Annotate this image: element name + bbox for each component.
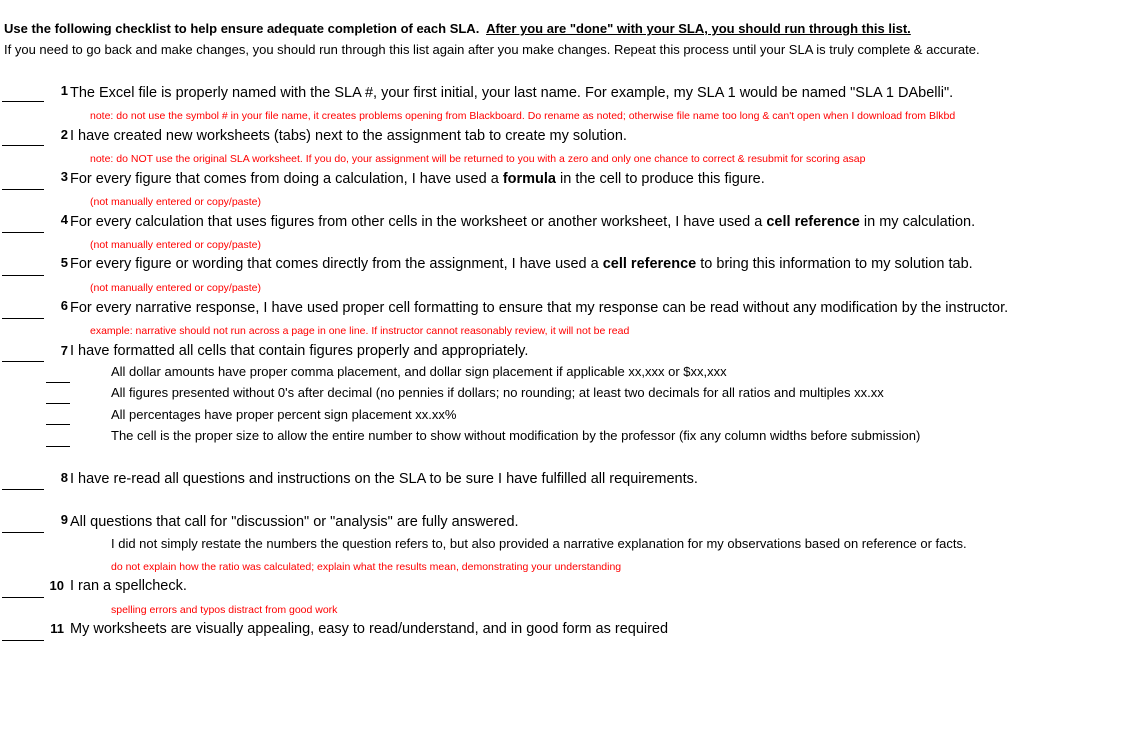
checkbox-line-9[interactable] xyxy=(2,532,44,533)
item-text: I have formatted all cells that contain figures properly and appropriately. xyxy=(70,343,529,359)
subitem-text: All dollar amounts have proper comma placement, and dollar sign placement if applicable xx,xxx or $xx,xxx xyxy=(111,364,727,379)
subcheckbox-line[interactable] xyxy=(46,446,70,447)
subcheckbox-line[interactable] xyxy=(46,382,70,383)
checkbox-line-6[interactable] xyxy=(2,318,44,319)
checkbox-line-11[interactable] xyxy=(2,640,44,641)
item-text: My worksheets are visually appealing, easy to read/understand, and in good form as required xyxy=(70,621,669,637)
checkbox-line-1[interactable] xyxy=(2,101,44,102)
item-text: I ran a spellcheck. xyxy=(70,578,187,594)
item-note: note: do NOT use the original SLA worksheet. If you do, your assignment will be returned to you with a zero and only one chance to correct & resubmit for scoring asap xyxy=(90,153,866,165)
item-number: 7 xyxy=(60,343,68,358)
subitem-text: The cell is the proper size to allow the entire number to show without modification by the professor (fix any column widths before submission) xyxy=(111,428,921,443)
item-number: 8 xyxy=(60,470,68,485)
item-text xyxy=(70,256,973,272)
instructions-heading xyxy=(4,21,911,36)
item-text: I have re-read all questions and instructions on the SLA to be sure I have fulfilled all requirements. xyxy=(70,471,698,487)
item-note: (not manually entered or copy/paste) xyxy=(90,239,262,251)
item-text: I have created new worksheets (tabs) next to the assignment tab to create my solution. xyxy=(70,128,627,144)
item-text: All questions that call for "discussion" or "analysis" are fully answered. xyxy=(70,514,519,530)
item-note: spelling errors and typos distract from good work xyxy=(111,604,338,616)
checkbox-line-7[interactable] xyxy=(2,361,44,362)
item-text-part: in my calculation. xyxy=(863,214,976,230)
item-number: 10 xyxy=(49,578,64,593)
item-text-part: For every figure or wording that comes directly from the assignment, I have used a xyxy=(70,256,599,272)
item-note: (not manually entered or copy/paste) xyxy=(90,196,262,208)
item-text: For every narrative response, I have used proper cell formatting to ensure that my response can be read without any modification by the instructor. xyxy=(70,300,1009,316)
item-note: (not manually entered or copy/paste) xyxy=(90,282,262,294)
item-number: 5 xyxy=(60,255,68,270)
checkbox-line-10[interactable] xyxy=(2,597,44,598)
item-note: note: do not use the symbol # in your file name, it creates problems opening from Blackboard. Do rename as noted; otherwise file name too long & can't open when I download from Blkbd xyxy=(90,110,956,122)
checkbox-line-8[interactable] xyxy=(2,489,44,490)
item-text xyxy=(70,171,765,187)
item-number: 11 xyxy=(50,621,64,636)
checkbox-line-2[interactable] xyxy=(2,145,44,146)
item-number: 6 xyxy=(60,298,68,313)
item-text-part: in the cell to produce this figure. xyxy=(560,171,765,187)
item-text-bold: formula xyxy=(502,171,556,187)
item-number: 2 xyxy=(60,127,68,142)
item-text-part: For every calculation that uses figures from other cells in the worksheet or another worksheet, I have used a xyxy=(70,214,763,230)
subcheckbox-line[interactable] xyxy=(46,424,70,425)
item-number: 1 xyxy=(60,83,68,98)
heading-bold-text: Use the following checklist to help ensure adequate completion of each SLA. xyxy=(4,21,480,36)
item-text-bold: cell reference xyxy=(766,214,860,230)
item-text-part: to bring this information to my solution tab. xyxy=(700,256,973,272)
checkbox-line-3[interactable] xyxy=(2,189,44,190)
item-number: 3 xyxy=(60,169,68,184)
item-number: 9 xyxy=(60,512,68,527)
item-note: example: narrative should not run across a page in one line. If instructor cannot reasonably review, it will not be read xyxy=(90,325,630,337)
item-detail: I did not simply restate the numbers the question refers to, but also provided a narrative explanation for my observations based on reference or facts. xyxy=(111,536,967,551)
subcheckbox-line[interactable] xyxy=(46,403,70,404)
item-text-part: For every figure that comes from doing a calculation, I have used a xyxy=(70,171,499,187)
item-text: The Excel file is properly named with the SLA #, your first initial, your last name. For example, my SLA 1 would be named "SLA 1 DAbelli". xyxy=(70,85,954,101)
checkbox-line-4[interactable] xyxy=(2,232,44,233)
item-note: do not explain how the ratio was calculated; explain what the results mean, demonstrating your understanding xyxy=(111,561,622,573)
item-text xyxy=(70,214,975,230)
item-number: 4 xyxy=(60,212,68,227)
instructions-subheading: If you need to go back and make changes, you should run through this list again after you make changes. Repeat this process until your SLA is truly complete & accurate. xyxy=(4,42,980,57)
checkbox-line-5[interactable] xyxy=(2,275,44,276)
subitem-text: All figures presented without 0's after decimal (no pennies if dollars; no rounding; at least two decimals for all ratios and multiples xx.xx xyxy=(111,385,884,400)
subitem-text: All percentages have proper percent sign placement xx.xx% xyxy=(111,407,457,422)
item-text-bold: cell reference xyxy=(602,256,697,272)
heading-underlined-text: After you are "done" with your SLA, you should run through this list. xyxy=(486,21,911,36)
